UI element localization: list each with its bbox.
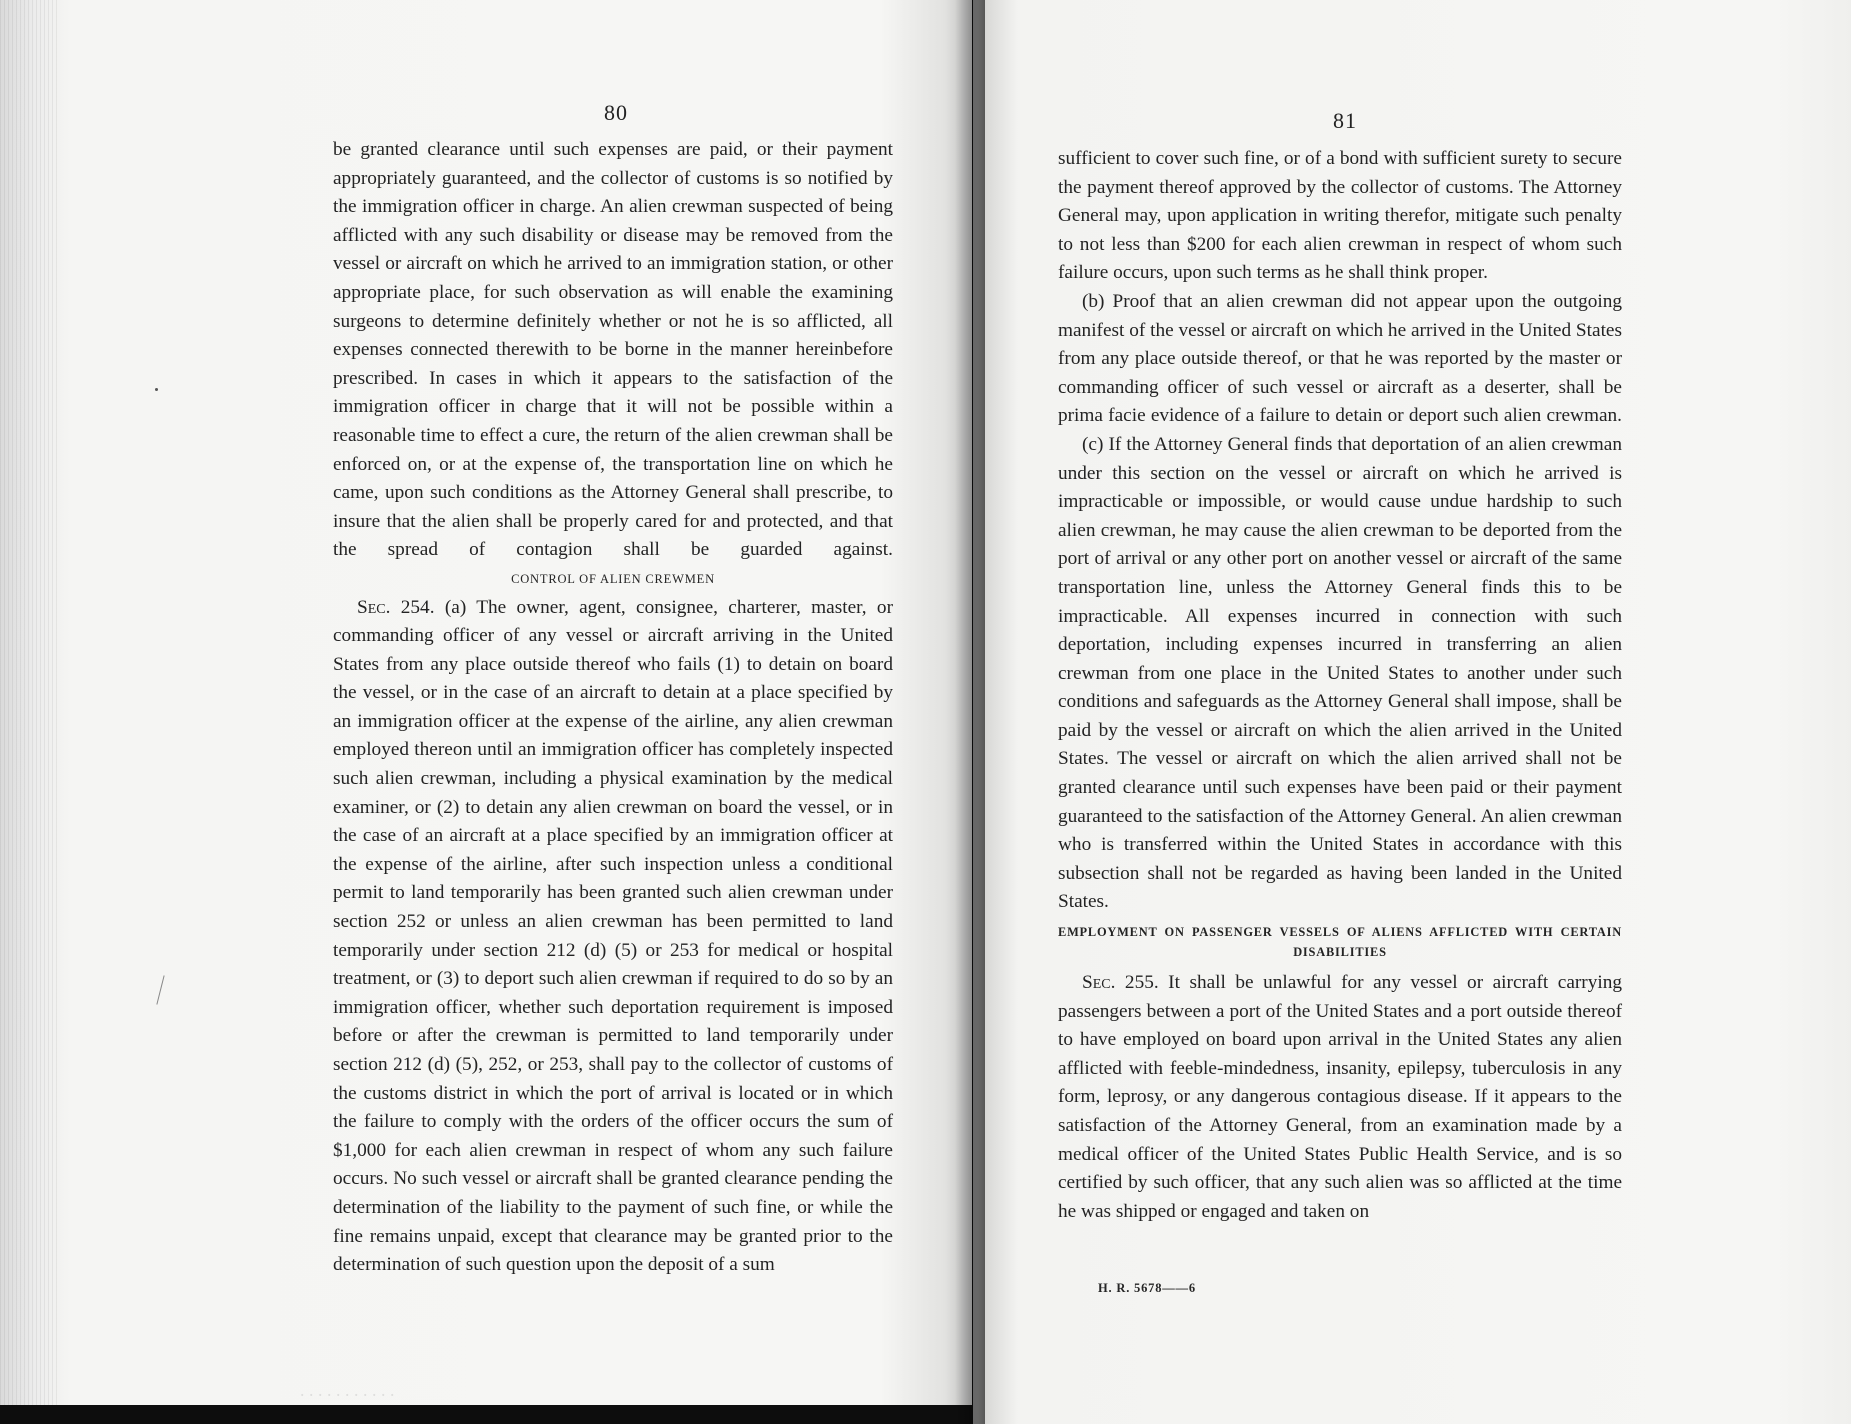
section-heading-continued: DISABILITIES: [1293, 945, 1387, 960]
page-edge-stack: [0, 0, 60, 1405]
right-page: [973, 0, 1851, 1424]
right-page-body: [1058, 145, 1622, 1226]
paragraph: (b) Proof that an alien crewman did not appear upon the outgoing manifest of the vessel or aircraft on which he arrived in the United States from any place outside thereof, or that he was reported by the master or commanding officer of such vessel or aircraft as a deserter, shall be prima facie evidence of a failure to detain or deport such alien crewman.: [1058, 290, 1622, 427]
paragraph: [1058, 969, 1622, 1226]
section-text: It shall be unlawful for any vessel or aircraft carrying passengers between a port of the United States and a port outside thereof to have employed on board upon arrival in the United States any alien afflicted with feeble-mindedness, insanity, epilepsy, tuberculosis in any form, leprosy, or any dangerous contagious disease. If it appears to the satisfaction of the Attorney General, from an examination made by a medical officer of the United States Public Health Service, and is so certified by such officer, that any such alien was so afflicted at the time he was shipped or engaged and taken on: [1058, 972, 1623, 1222]
section-heading: EMPLOYMENT ON PASSENGER VESSELS OF ALIENS AFFLICTED WITH CERTAIN: [1058, 925, 1622, 940]
bleed-through-text: . . . . . . . . . . .: [300, 1380, 395, 1400]
paragraph: sufficient to cover such fine, or of a bond with sufficient surety to secure the payment thereof approved by the collector of customs. The Attorney General may, upon application in writing therefor, mitigate such penalty to not less than $200 for each alien crewman in respect of whom such failure occurs, upon such terms as he shall think proper.: [1058, 148, 1622, 284]
bill-footer: H. R. 5678——6: [1098, 1281, 1196, 1295]
page-number: 80: [604, 100, 628, 125]
paragraph: (c) If the Attorney General finds that deportation of an alien crewman under this section on the vessel or aircraft on which he arrived is impracticable or impossible, or would cause undue hardship to such alien crewman, he may cause the alien crewman to be deported from the port of arrival or any other port on another vessel or aircraft of the same transportation line, unless the Attorney General finds this to be impracticable. All expenses incurred in connection with such deportation, including expenses incurred in transferring an alien crewman from one place in the United States to another under such conditions and safeguards as the Attorney General shall impose, shall be paid by the vessel or aircraft on which the alien arrived in the United States. The vessel or aircraft on which the alien arrived shall not be granted clearance until such expenses have been paid or their payment guaranteed to the satisfaction of the Attorney General. An alien crewman who is transferred within the United States in accordance with this subsection shall not be regarded as having been landed in the United States.: [1058, 433, 1622, 913]
paragraph: be granted clearance until such expenses are paid, or their payment appropriately guaranteed, and the collector of customs is so notified by the immigration officer in charge. An alien crewman suspected of being afflicted with any such disability or disease may be removed from the vessel or aircraft on which he arrived to an immigration station, or other appropriate place, for such observation as will enable the examining surgeons to determine definitely whether or not he is so afflicted, all expenses connected therewith to be borne in the manner hereinbefore prescribed. In cases in which it appears to the satisfaction of the immigration officer in charge that it will not be possible within a reasonable time to effect a cure, the return of the alien crewman shall be enforced on, or at the expense of, the transportation line on which he came, upon such conditions as the Attorney General shall prescribe, to insure that the alien shall be properly cared for and protected, and that the spread of contagion shall be guarded against.: [333, 139, 893, 561]
stray-mark: [155, 388, 158, 391]
page-number: 81: [1333, 108, 1357, 133]
book-gutter: [955, 0, 985, 1424]
paragraph: [333, 594, 893, 1280]
stray-mark: [156, 975, 164, 1004]
section-heading: CONTROL OF ALIEN CREWMEN: [511, 571, 715, 586]
section-text: (a) The owner, agent, consignee, charterer, master, or commanding officer of any vessel or aircraft arriving in the United States from any place outside thereof who fails (1) to detain on board the vessel, or in the case of an aircraft to detain at a place specified by an immigration officer at the expense of the airline, any alien crewman employed thereon until an immigration officer has completely inspected such alien crewman, including a physical examination by the medical examiner, or (2) to detain any alien crewman on board the vessel, or in the case of an aircraft at a place specified by an immigration officer at the expense of the airline, after such inspection unless a conditional permit to land temporarily has been granted such alien crewman under section 252 or unless an alien crewman has been permitted to land temporarily under section 212 (d) (5) or 253 for medical or hospital treatment, or (3) to deport such alien crewman if required to do so by an immigration officer, whether such deportation requirement is imposed before or after the crewman is permitted to land temporarily under section 212 (d) (5), 252, or 253, shall pay to the collector of customs of the customs district in which the port of arrival is located or in which the failure to comply with the orders of the officer occurs the sum of $1,000 for each alien crewman in respect of whom any such failure occurs. No such vessel or aircraft shall be granted clearance pending the determination of the liability to the payment of such fine, or while the fine remains unpaid, except that clearance may be granted prior to the determination of such question upon the deposit of a sum: [333, 596, 893, 1276]
section-label: Sec. 255.: [1082, 972, 1159, 994]
section-label: Sec. 254.: [357, 596, 435, 618]
left-page-body: [333, 136, 893, 1280]
